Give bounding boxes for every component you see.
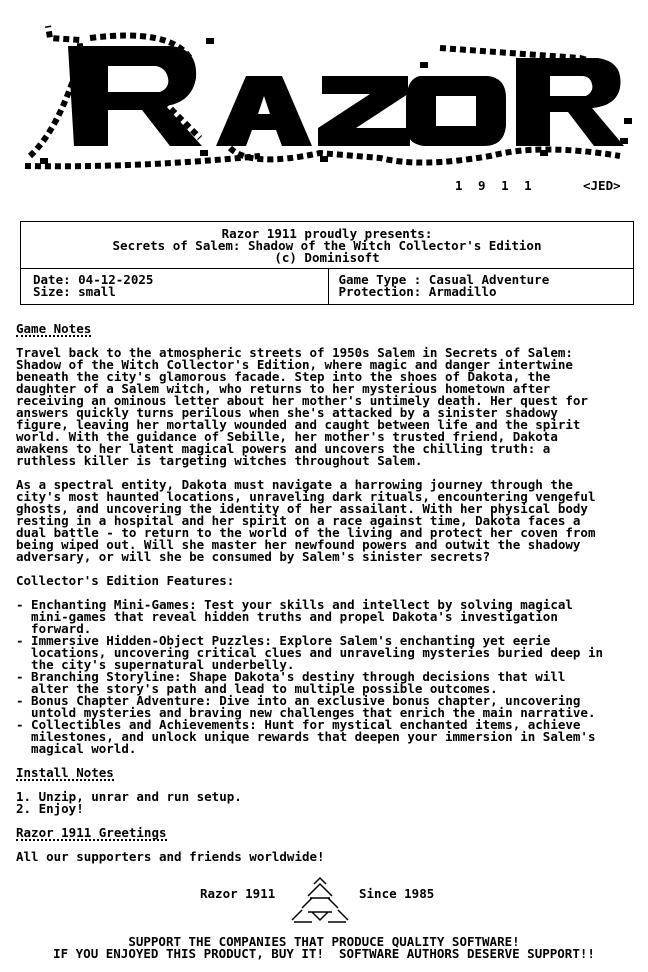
install-step: 1. Unzip, unrar and run setup. bbox=[16, 789, 242, 804]
list-item: magical world. bbox=[16, 741, 137, 756]
features-heading: Collector's Edition Features: bbox=[16, 573, 235, 588]
list-item: forward. bbox=[16, 621, 92, 636]
text-line: answers quickly turns perilous when she's attacked by a sinister shadowy bbox=[16, 405, 558, 420]
release-info-box bbox=[20, 221, 634, 305]
logo-author: <JED> bbox=[583, 178, 621, 193]
list-item: untold mysteries and braving new challenges that enrich the main narrative. bbox=[16, 705, 596, 720]
logo-year: 1 9 1 1 bbox=[455, 178, 536, 193]
list-item: - Immersive Hidden-Object Puzzles: Explore Salem's enchanting yet eerie bbox=[16, 633, 551, 648]
install-notes-heading: Install Notes bbox=[16, 765, 114, 780]
logo-letter-o bbox=[406, 76, 506, 146]
release-presents: Razor 1911 proudly presents: bbox=[221, 226, 433, 241]
list-item: - Collectibles and Achievements: Hunt for mystical enchanted items, achieve bbox=[16, 717, 581, 732]
game-notes-heading: Game Notes bbox=[16, 321, 92, 336]
game-notes-para2 bbox=[16, 479, 644, 563]
razor-logo bbox=[20, 18, 640, 178]
list-item: alter the story's path and lead to multiple possible outcomes. bbox=[16, 681, 498, 696]
release-details bbox=[21, 269, 633, 305]
text-line: resting in a hospital and her spirit on a race against time, Dakota faces a bbox=[16, 513, 581, 528]
release-header bbox=[21, 222, 633, 269]
features-list bbox=[16, 599, 644, 755]
logo-credits bbox=[0, 180, 648, 194]
text-line: world. With the guidance of Sebille, her mother's trusted friend, Dakota bbox=[16, 429, 558, 444]
greetings-heading: Razor 1911 Greetings bbox=[16, 825, 167, 840]
text-line: Travel back to the atmospheric streets of 1950s Salem in Secrets of Salem: bbox=[16, 345, 573, 360]
triangle-logo-icon bbox=[286, 876, 354, 924]
release-date: Date: 04-12-2025 bbox=[33, 272, 154, 287]
footer-signature bbox=[0, 876, 648, 924]
footer-since: Since 1985 bbox=[359, 886, 435, 901]
release-game-type: Game Type : Casual Adventure bbox=[338, 272, 550, 287]
list-item: the city's supernatural underbelly. bbox=[16, 657, 295, 672]
list-item: locations, uncovering critical clues and unraveling mysteries buried deep in bbox=[16, 645, 603, 660]
list-item: milestones, and unlock unique rewards that deepen your immersion in Salem's bbox=[16, 729, 596, 744]
text-line: As a spectral entity, Dakota must navigate a harrowing journey through the bbox=[16, 477, 573, 492]
text-line: adversary, or will she be consumed by Salem's sinister secrets? bbox=[16, 549, 491, 564]
list-item: - Enchanting Mini-Games: Test your skills and intellect by solving magical bbox=[16, 597, 573, 612]
logo-letter-r bbox=[68, 46, 202, 146]
text-line: ghosts, and uncovering the identity of her assailant. With her physical body bbox=[16, 501, 588, 516]
text-line: Shadow of the Witch Collector's Edition, where magic and danger intertwine bbox=[16, 357, 573, 372]
logo-letters bbox=[68, 46, 624, 146]
text-line: receiving an ominous letter about her mother's untimely death. Her quest for bbox=[16, 393, 588, 408]
footer-support-line: SUPPORT THE COMPANIES THAT PRODUCE QUALITY SOFTWARE! bbox=[128, 934, 520, 949]
text-line: figure, leaving her mortally wounded and caught between life and the spirit bbox=[16, 417, 581, 432]
text-line: beneath the city's glamorous facade. Step into the shoes of Dakota, the bbox=[16, 369, 551, 384]
release-copyright: (c) Dominisoft bbox=[274, 250, 380, 265]
text-line: ruthless killer is targeting witches throughout Salem. bbox=[16, 453, 423, 468]
logo-letter-r2 bbox=[516, 58, 624, 146]
release-title: Secrets of Salem: Shadow of the Witch Collector's Edition bbox=[112, 238, 542, 253]
text-line: city's most haunted locations, unraveling dark rituals, encountering vengeful bbox=[16, 489, 596, 504]
list-item: - Branching Storyline: Shape Dakota's destiny through decisions that will bbox=[16, 669, 566, 684]
text-line: daughter of a Salem witch, who returns to her mysterious hometown after bbox=[16, 381, 551, 396]
release-details-left bbox=[21, 269, 328, 305]
logo-letter-a bbox=[216, 76, 312, 146]
footer-group-name: Razor 1911 bbox=[200, 886, 276, 901]
text-line: being wiped out. Will she master her newfound powers and outwit the shadowy bbox=[16, 537, 581, 552]
list-item: - Bonus Chapter Adventure: Dive into an exclusive bonus chapter, uncovering bbox=[16, 693, 581, 708]
footer-buy-line: IF YOU ENJOYED THIS PRODUCT, BUY IT! SOFTWARE AUTHORS DESERVE SUPPORT!! bbox=[53, 946, 595, 961]
greetings-text: All our supporters and friends worldwide! bbox=[16, 849, 325, 864]
logo-letter-z bbox=[318, 76, 410, 146]
text-line: awakens to her latent magical powers and uncovers the chilling truth: a bbox=[16, 441, 551, 456]
release-protection: Protection: Armadillo bbox=[338, 284, 497, 299]
install-step: 2. Enjoy! bbox=[16, 801, 84, 816]
list-item: mini-games that reveal hidden truths and propel Dakota's investigation bbox=[16, 609, 558, 624]
text-line: dual battle - to return to the world of the living and protect her coven from bbox=[16, 525, 596, 540]
game-notes-para1 bbox=[16, 347, 644, 467]
release-size: Size: small bbox=[33, 284, 116, 299]
release-details-right bbox=[328, 269, 634, 305]
nfo-body bbox=[16, 323, 644, 863]
